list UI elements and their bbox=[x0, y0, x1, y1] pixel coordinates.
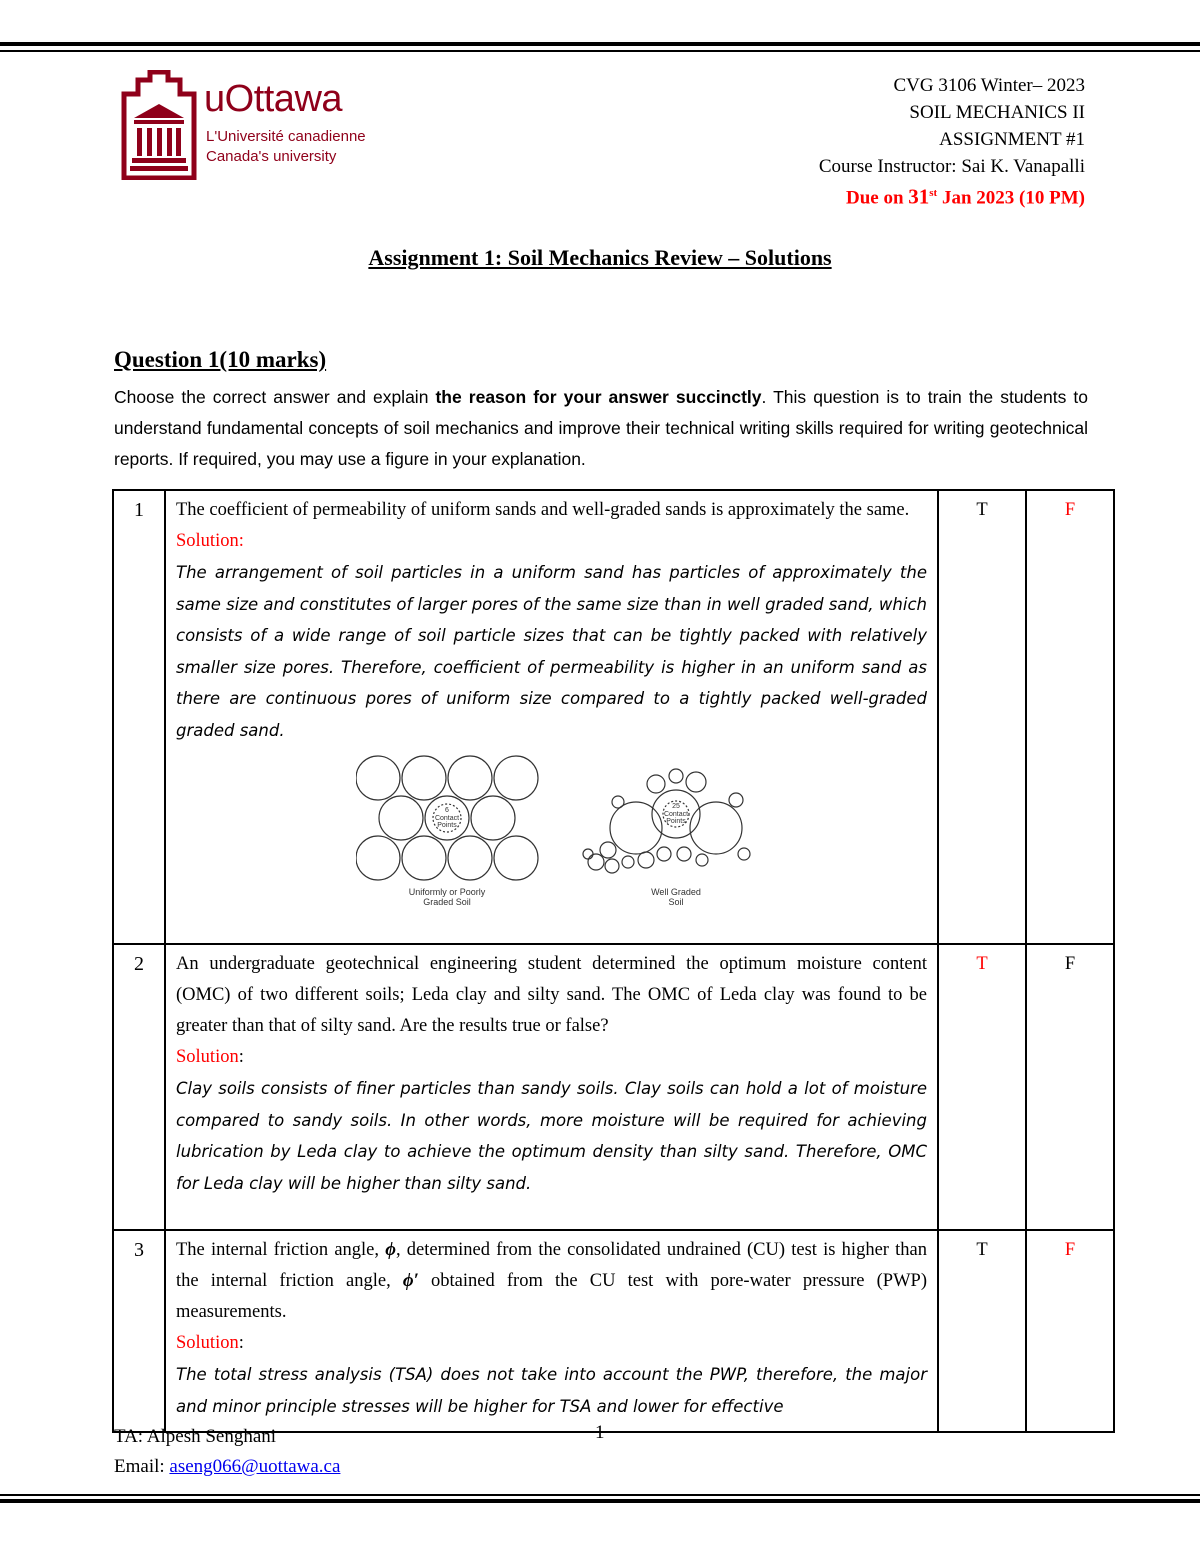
assignment-number: ASSIGNMENT #1 bbox=[939, 129, 1085, 150]
email-link[interactable]: aseng066@uottawa.ca bbox=[169, 1456, 341, 1477]
top-rule-thin bbox=[0, 50, 1200, 52]
left-contact-label: Contact bbox=[434, 815, 460, 822]
right-contact-count: 25 bbox=[672, 803, 680, 810]
row-number: 2 bbox=[113, 944, 165, 1230]
solution-text: Clay soils consists of finer particles than sandy soils. Clay soils can hold a lot of moisture compared to sandy soils. In other words, more moisture will be required for achieving lubrication by Leda clay to achieve the optimum density than silty sand. Therefore, OMC for Leda clay will be higher than silty sand. bbox=[176, 1079, 927, 1193]
logo-wordmark: uOttawa bbox=[204, 78, 343, 120]
true-option: T bbox=[938, 1230, 1026, 1432]
page-number: 1 bbox=[595, 1422, 605, 1443]
statement: An undergraduate geotechnical engineering student determined the optimum moisture content (OMC) of two different soils; Leda clay and silty sand. The OMC of Leda clay was found to be greater than that of silty sand. Are the results true or false? bbox=[176, 954, 927, 1036]
university-building-icon bbox=[120, 70, 198, 180]
table-row bbox=[113, 944, 1114, 1230]
row-content bbox=[165, 490, 938, 944]
solution-label: Solution: bbox=[176, 1047, 244, 1067]
footer bbox=[114, 1422, 340, 1482]
top-rule-thick bbox=[0, 42, 1200, 46]
right-caption-2: Soil bbox=[668, 897, 684, 907]
false-option: F bbox=[1026, 944, 1114, 1230]
row-content bbox=[165, 1230, 938, 1432]
left-contact-label2: Points bbox=[437, 822, 457, 829]
course-code: CVG 3106 Winter– 2023 bbox=[893, 75, 1085, 96]
statement: The coefficient of permeability of uniform sands and well-graded sands is approximately the same. bbox=[176, 500, 910, 520]
solution-label: Solution: bbox=[176, 531, 244, 551]
left-contact-count: 6 bbox=[445, 807, 449, 814]
table-row bbox=[113, 1230, 1114, 1432]
row-number: 1 bbox=[113, 490, 165, 944]
logo-subtitle-en: Canada's university bbox=[206, 148, 337, 165]
row-content bbox=[165, 944, 938, 1230]
question-intro: Choose the correct answer and explain the reason for your answer succinctly. This question is to train the students to understand fundamental concepts of soil mechanics and improve their technical writing skills required for writing geotechnical reports. If required, you may use a figure in your explanation. bbox=[114, 387, 1089, 469]
course-subject: SOIL MECHANICS II bbox=[909, 102, 1085, 123]
solution-text: The total stress analysis (TSA) does not take into account the PWP, therefore, the major and minor principle stresses will be higher for TSA and lower for effective bbox=[176, 1365, 927, 1416]
course-header bbox=[819, 72, 1085, 211]
soil-packing-figure bbox=[356, 754, 776, 914]
row-number: 3 bbox=[113, 1230, 165, 1432]
due-date: Due on 31st Jan 2023 (10 PM) bbox=[845, 184, 1085, 209]
right-caption-1: Well Graded bbox=[651, 887, 701, 897]
bottom-rule-thin bbox=[0, 1494, 1200, 1496]
true-option: T bbox=[938, 490, 1026, 944]
true-option-selected: T bbox=[938, 944, 1026, 1230]
right-contact-label: Contact bbox=[663, 811, 689, 818]
false-option-selected: F bbox=[1026, 490, 1114, 944]
ta-email-line: Email: aseng066@uottawa.ca bbox=[114, 1456, 341, 1477]
bottom-rule-thick bbox=[0, 1499, 1200, 1503]
statement: The internal friction angle, ϕ, determined from the consolidated undrained (CU) test is higher than the internal friction angle, ϕ′ obtained from the CU test with pore-water pressure (PWP) measurements. bbox=[176, 1240, 927, 1322]
left-caption-1: Uniformly or Poorly bbox=[408, 887, 486, 897]
uottawa-logo bbox=[120, 70, 370, 180]
solution-label: Solution: bbox=[176, 1333, 244, 1353]
table-row bbox=[113, 490, 1114, 944]
left-caption-2: Graded Soil bbox=[423, 897, 471, 907]
question-table bbox=[112, 489, 1115, 1433]
document-title: Assignment 1: Soil Mechanics Review – Solutions bbox=[368, 245, 832, 270]
course-instructor: Course Instructor: Sai K. Vanapalli bbox=[818, 156, 1085, 177]
question-heading: Question 1(10 marks) bbox=[114, 347, 327, 372]
right-contact-label2: Points bbox=[666, 818, 686, 825]
false-option-selected: F bbox=[1026, 1230, 1114, 1432]
solution-text: The arrangement of soil particles in a uniform sand has particles of approximately the same size and constitutes of larger pores of the same size than in well graded sand, which consists of a wide range of soil particle sizes that can be tightly packed with relatively smaller size pores. Therefore, coefficient of permeability is higher in an uniform sand as there are continuous pores of uniform size compared to a tightly packed well-graded graded sand. bbox=[176, 563, 927, 740]
logo-subtitle-fr: L'Université canadienne bbox=[206, 128, 366, 145]
ta-name: TA: Alpesh Senghani bbox=[114, 1426, 277, 1447]
